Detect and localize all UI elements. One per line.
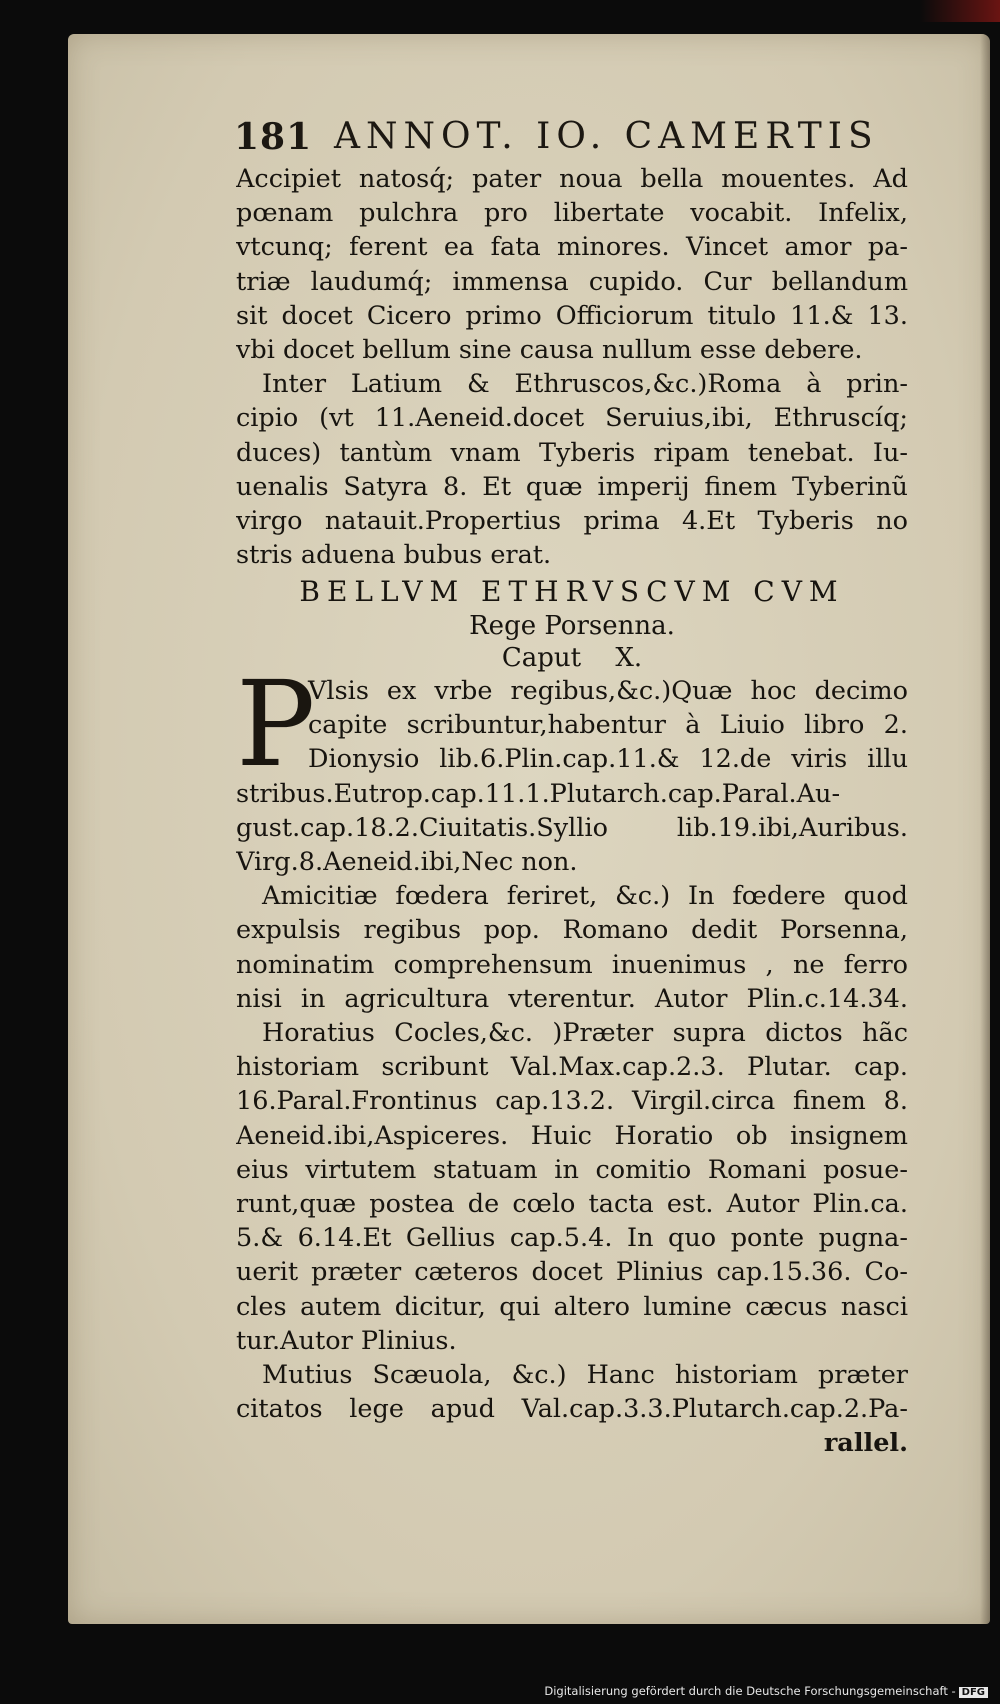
page-header [234, 116, 914, 162]
dfg-badge: DFG [959, 1687, 988, 1698]
text-line: Inter Latium & Ethruscos,&c.)Roma à prin- [262, 369, 908, 400]
text-block-top [236, 162, 908, 572]
text-line: Horatius Cocles,&c. )Præter supra dictos hãc [262, 1018, 908, 1049]
text-line: historiam scribunt Val.Max.cap.2.3. Plutar. cap. [236, 1052, 908, 1083]
text-line: Mutius Scæuola, &c.) Hanc historiam præter [262, 1360, 908, 1391]
text-line: vtcunq; ferent ea fata minores. Vincet amor pa- [236, 232, 908, 263]
text-line: nisi in agricultura vterentur. Autor Plin.c.14.34. [236, 983, 908, 1014]
catchword: rallel. [823, 1428, 908, 1459]
text-line: eius virtutem statuam in comitio Romani posue- [236, 1154, 908, 1185]
text-line: uerit præter cæteros docet Plinius cap.15.36. Co- [236, 1257, 908, 1288]
chapter-number: Caput X. [501, 643, 643, 673]
text-line: 5.& 6.14.Et Gellius cap.5.4. In quo ponte pugna- [236, 1223, 908, 1254]
text-line: cles autem dicitur, qui altero lumine cæcus nasci [236, 1291, 908, 1322]
text-line: stribus.Eutrop.cap.11.1.Plutarch.cap.Paral.Au- [236, 778, 841, 809]
text-line: capite scribuntur,habentur à Liuio libro 2. [308, 710, 908, 741]
text-line: Vlsis ex vrbe regibus,&c.)Quæ hoc decimo [308, 676, 908, 706]
text-line: virgo natauit.Propertius prima 4.Et Tyberis no [236, 506, 908, 537]
running-head: ANNOT. IO. CAMERTIS [334, 116, 879, 157]
text-line: vbi docet bellum sine causa nullum esse debere. [236, 335, 863, 366]
text-line: Aeneid.ibi,Aspiceres. Huic Horatio ob insignem [236, 1120, 908, 1151]
text-line: duces) tantùm vnam Tyberis ripam tenebat. Iu- [236, 437, 908, 468]
text-line: 16.Paral.Frontinus cap.13.2. Virgil.circa finem 8. [236, 1086, 908, 1117]
chapter-heading [236, 574, 908, 674]
chapter-subtitle: Rege Porsenna. [469, 611, 675, 641]
chapter-title: BELLVM ETHRVSCVM CVM [299, 575, 845, 608]
text-line: triæ laudumq́; immensa cupido. Cur bellandum [236, 266, 908, 297]
text-line: nominatim comprehensum inuenimus , ne ferro [236, 949, 908, 980]
text-line: runt,quæ postea de cœlo tacta est. Autor Plin.ca. [236, 1189, 908, 1220]
text-line: Virg.8.Aeneid.ibi,Nec non. [236, 847, 578, 878]
text-line: Dionysio lib.6.Plin.cap.11.& 12.de viris illu [308, 744, 908, 775]
scan-edge [920, 0, 1000, 22]
text-line: expulsis regibus pop. Romano dedit Porsenna, [236, 915, 908, 946]
page-spine-shadow [980, 34, 990, 1624]
drop-cap [236, 655, 316, 793]
footer-text: Digitalisierung gefördert durch die Deutsche Forschungsgemeinschaft - [544, 1684, 956, 1698]
chapter-lines [236, 777, 908, 1427]
page-number: 181 [234, 116, 313, 158]
drop-cap-letter: P [236, 655, 316, 793]
text-line: tur.Autor Plinius. [236, 1325, 457, 1356]
footer-credit [544, 1684, 988, 1698]
text-line: cipio (vt 11.Aeneid.docet Seruius,ibi, Ethruscíq; [236, 403, 908, 434]
text-line: gust.cap.18.2.Ciuitatis.Syllio lib.19.ibi,Auribus. [236, 812, 908, 843]
text-line: Amicitiæ fœdera feriret, &c.) In fœdere quod [262, 881, 908, 912]
text-line: pœnam pulchra pro libertate vocabit. Infelix, [236, 198, 908, 229]
text-line: citatos lege apud Val.cap.3.3.Plutarch.cap.2.Pa- [236, 1394, 908, 1425]
text-line: uenalis Satyra 8. Et quæ imperij finem Tyberinũ [236, 471, 908, 502]
text-line: sit docet Cicero primo Officiorum titulo 11.& 13. [236, 300, 908, 331]
text-line: Accipiet natosq́; pater noua bella mouentes. Ad [236, 164, 908, 194]
text-line: stris aduena bubus erat. [236, 540, 552, 571]
